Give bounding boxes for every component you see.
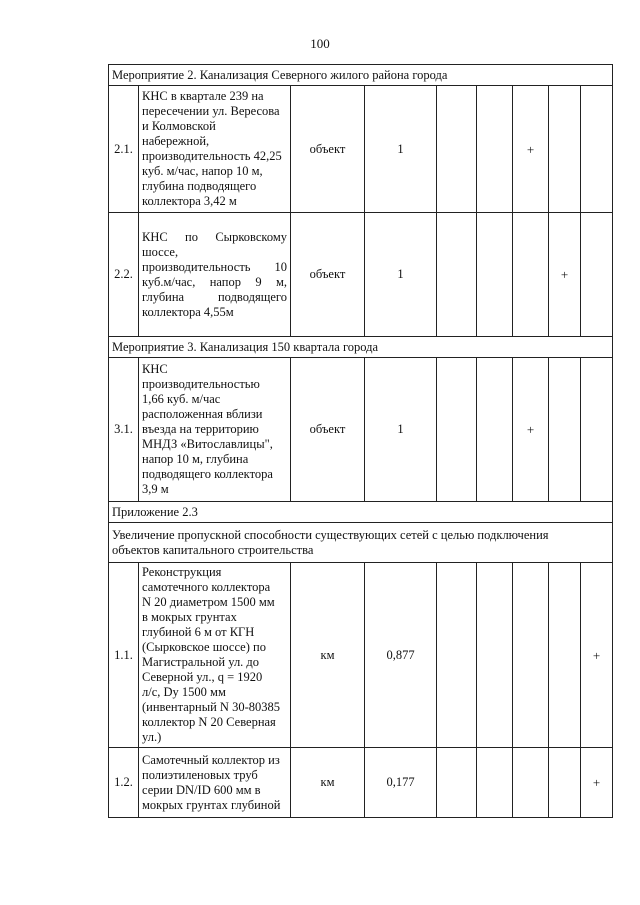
plus-mark: + [549,213,581,337]
empty-cell [437,213,477,337]
plus-mark: + [581,563,613,748]
row-description: КНС производительностью 1,66 куб. м/час расположенная вблизи въезда на территорию МНДЗ «Витославлицы", напор 10 м, глубина подводящего коллектора 3,9 м [139,358,291,502]
section-title: Приложение 2.3 [109,502,613,523]
row-number: 1.2. [109,748,139,818]
row-quantity: 0,877 [365,563,437,748]
empty-cell [437,86,477,213]
empty-cell [549,86,581,213]
section-title: Увеличение пропускной способности существующих сетей с целью подключения объектов капитального строительства [109,523,613,563]
empty-cell [477,358,513,502]
empty-cell [437,563,477,748]
empty-cell [549,563,581,748]
row-number: 2.1. [109,86,139,213]
empty-cell [513,213,549,337]
section-title: Мероприятие 3. Канализация 150 квартала города [109,337,613,358]
table-row [109,748,613,818]
row-unit: км [291,563,365,748]
plus-mark: + [513,86,549,213]
empty-cell [581,213,613,337]
row-description: Реконструкция самотечного коллектора N 20 диаметром 1500 мм в мокрых грунтах глубиной 6 м от КГН (Сырковское шоссе) по Магистральной ул. до Северной ул., q = 1920 л/с, Dy 1500 мм (инвентарный N 30-80385 коллектор N 20 Северная ул.) [139,563,291,748]
section-row [109,65,613,86]
plus-mark: + [513,358,549,502]
empty-cell [581,86,613,213]
empty-cell [477,86,513,213]
row-unit: объект [291,86,365,213]
row-quantity: 0,177 [365,748,437,818]
row-quantity: 1 [365,358,437,502]
row-quantity: 1 [365,86,437,213]
row-number: 3.1. [109,358,139,502]
empty-cell [477,213,513,337]
empty-cell [437,748,477,818]
empty-cell [477,563,513,748]
table-row [109,563,613,748]
section-title: Мероприятие 2. Канализация Северного жилого района города [109,65,613,86]
empty-cell [477,748,513,818]
row-description: КНС в квартале 239 на пересечении ул. Вересова и Колмовской набережной, производительность 42,25 куб. м/час, напор 10 м, глубина подводящего коллектора 3,42 м [139,86,291,213]
empty-cell [581,358,613,502]
plus-mark: + [581,748,613,818]
row-unit: объект [291,213,365,337]
row-number: 2.2. [109,213,139,337]
row-unit: км [291,748,365,818]
empty-cell [549,358,581,502]
table-row [109,213,613,337]
empty-cell [437,358,477,502]
table-row [109,86,613,213]
row-unit: объект [291,358,365,502]
section-row [109,523,613,563]
empty-cell [549,748,581,818]
row-quantity: 1 [365,213,437,337]
table-row [109,358,613,502]
empty-cell [513,563,549,748]
page-number: 100 [310,36,330,51]
row-description: КНС по Сырковскому шоссе, производительность 10 куб.м/час, напор 9 м, глубина подводящего коллектора 4,55м [139,213,291,337]
row-number: 1.1. [109,563,139,748]
row-description: Самотечный коллектор из полиэтиленовых труб серии DN/ID 600 мм в мокрых грунтах глубиной [139,748,291,818]
section-row [109,337,613,358]
measures-table [108,64,613,818]
empty-cell [513,748,549,818]
section-row [109,502,613,523]
